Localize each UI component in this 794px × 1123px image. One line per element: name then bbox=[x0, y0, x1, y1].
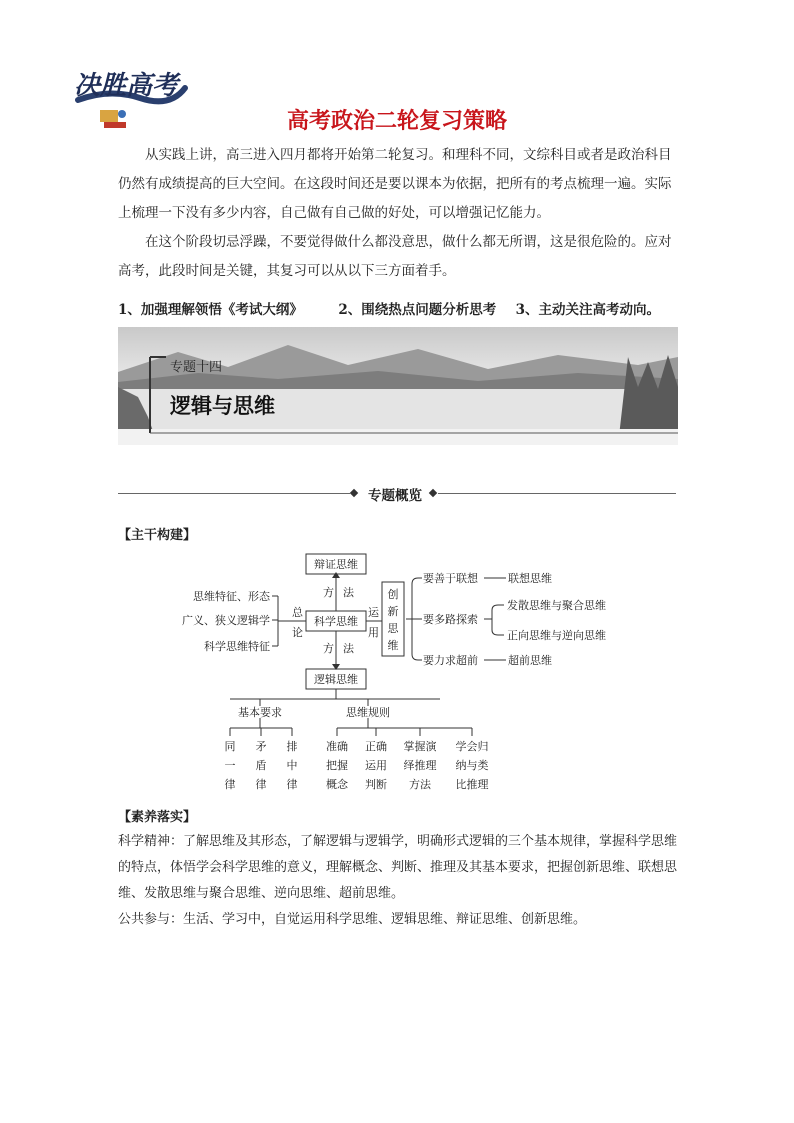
intro-paragraph-1: 从实践上讲，高三进入四月都将开始第二轮复习。和理科不同，文综科目或者是政治科目仍然有成绩提高的巨大空间。在这段时间还是要以课本为依据，把所有的考点梳理一遍。实际上梳理一下没有多少内容，自己做有自己做的好处，可以增强记忆能力。 bbox=[118, 147, 672, 221]
law-2-a: 矛 bbox=[255, 740, 267, 753]
rule-2-b: 运用 bbox=[365, 759, 387, 772]
literacy-heading: 【素养落实】 bbox=[118, 810, 197, 825]
topic-number: 专题十四 bbox=[170, 360, 223, 375]
logo-text: 决胜高考 bbox=[74, 71, 179, 101]
law-3-b: 中 bbox=[286, 759, 298, 772]
left-item-2: 广义、狭义逻辑学 bbox=[182, 614, 270, 627]
rule-2-c: 判断 bbox=[365, 778, 387, 791]
literacy-paragraph-2: 公共参与：生活、学习中，自觉运用科学思维、逻辑思维、辩证思维、创新思维。 bbox=[118, 912, 587, 927]
rule-2-a: 正确 bbox=[365, 740, 387, 753]
mid-item-2: 要多路探索 bbox=[423, 613, 478, 626]
concept-map bbox=[160, 552, 640, 804]
point-2: 2、围绕热点问题分析思考 bbox=[338, 302, 497, 318]
rule-1-a: 准确 bbox=[326, 740, 348, 753]
point-3: 3、主动关注高考动向。 bbox=[515, 302, 661, 318]
law-2-c: 律 bbox=[255, 778, 267, 791]
key-points bbox=[118, 298, 698, 318]
method-top-1: 方 bbox=[323, 586, 334, 599]
law-2-b: 盾 bbox=[255, 759, 267, 772]
divider-left bbox=[118, 493, 350, 494]
rule-4-a: 学会归 bbox=[455, 740, 489, 753]
innovative-2: 新 bbox=[387, 605, 399, 618]
law-1-c: 律 bbox=[224, 778, 236, 791]
innovative-3: 思 bbox=[387, 622, 399, 635]
scientific-label: 科学思维 bbox=[314, 615, 358, 628]
dialectical-label: 辩证思维 bbox=[314, 558, 358, 571]
mid-item-1: 要善于联想 bbox=[423, 572, 478, 585]
mid-item-3: 要力求超前 bbox=[423, 654, 478, 667]
left-item-1: 思维特征、形态 bbox=[193, 590, 270, 603]
innovative-4: 维 bbox=[387, 639, 399, 652]
law-3-c: 律 bbox=[286, 778, 298, 791]
rule-3-b: 绎推理 bbox=[403, 759, 437, 772]
point-1: 1、加强理解领悟《考试大纲》 bbox=[118, 302, 303, 318]
apply-2: 用 bbox=[368, 626, 379, 639]
rule-3-c: 方法 bbox=[409, 778, 431, 791]
general-2: 论 bbox=[292, 626, 303, 639]
laws-group bbox=[225, 739, 298, 791]
method-top-2: 法 bbox=[343, 586, 354, 599]
left-item-3: 科学思维特征 bbox=[204, 640, 270, 653]
rule-4-c: 比推理 bbox=[455, 778, 489, 791]
method-bottom-1: 方 bbox=[323, 642, 334, 655]
method-bottom-2: 法 bbox=[343, 642, 354, 655]
thinking-rules-label: 思维规则 bbox=[346, 706, 390, 719]
topic-banner bbox=[118, 327, 678, 445]
right-item-3: 正向思维与逆向思维 bbox=[507, 629, 606, 642]
right-item-1: 联想思维 bbox=[508, 572, 552, 585]
right-item-2: 发散思维与聚合思维 bbox=[507, 599, 606, 612]
arrow-up-icon bbox=[332, 572, 340, 578]
intro-section bbox=[118, 141, 678, 286]
diamond-icon bbox=[429, 489, 437, 497]
logical-label: 逻辑思维 bbox=[314, 673, 358, 686]
rule-1-c: 概念 bbox=[326, 778, 348, 791]
topic-title: 逻辑与思维 bbox=[170, 394, 275, 418]
document-title: 高考政治二轮复习策略 bbox=[286, 109, 507, 134]
overview-heading: 专题概览 bbox=[368, 488, 422, 504]
literacy-paragraph-1: 科学精神：了解思维及其形态，了解逻辑与逻辑学，明确形式逻辑的三个基本规律，掌握科学思维的特点，体悟学会科学思维的意义，理解概念、判断、推理及其基本要求，把握创新思维、联想思维、发散思维与聚合思维、逆向思维、超前思维。 bbox=[118, 834, 678, 901]
general-1: 总 bbox=[292, 606, 303, 619]
diamond-icon bbox=[350, 489, 358, 497]
law-1-b: 一 bbox=[224, 759, 236, 772]
apply-1: 运 bbox=[368, 606, 379, 619]
divider-right bbox=[438, 493, 676, 494]
rule-1-b: 把握 bbox=[326, 759, 348, 772]
rules-group bbox=[326, 739, 489, 791]
rule-3-a: 掌握演 bbox=[403, 740, 437, 753]
basic-requirements-label: 基本要求 bbox=[238, 706, 282, 719]
law-1-a: 同 bbox=[224, 740, 236, 753]
law-3-a: 排 bbox=[286, 740, 298, 753]
rule-4-b: 纳与类 bbox=[455, 759, 489, 772]
innovative-1: 创 bbox=[387, 588, 399, 601]
literacy-section bbox=[118, 829, 688, 933]
right-item-4: 超前思维 bbox=[508, 654, 552, 667]
intro-paragraph-2: 在这个阶段切忌浮躁，不要觉得做什么都没意思，做什么都无所谓，这是很危险的。应对高考，此段时间是关键，其复习可以从以下三方面着手。 bbox=[118, 234, 672, 279]
main-structure-heading: 【主干构建】 bbox=[118, 528, 197, 543]
